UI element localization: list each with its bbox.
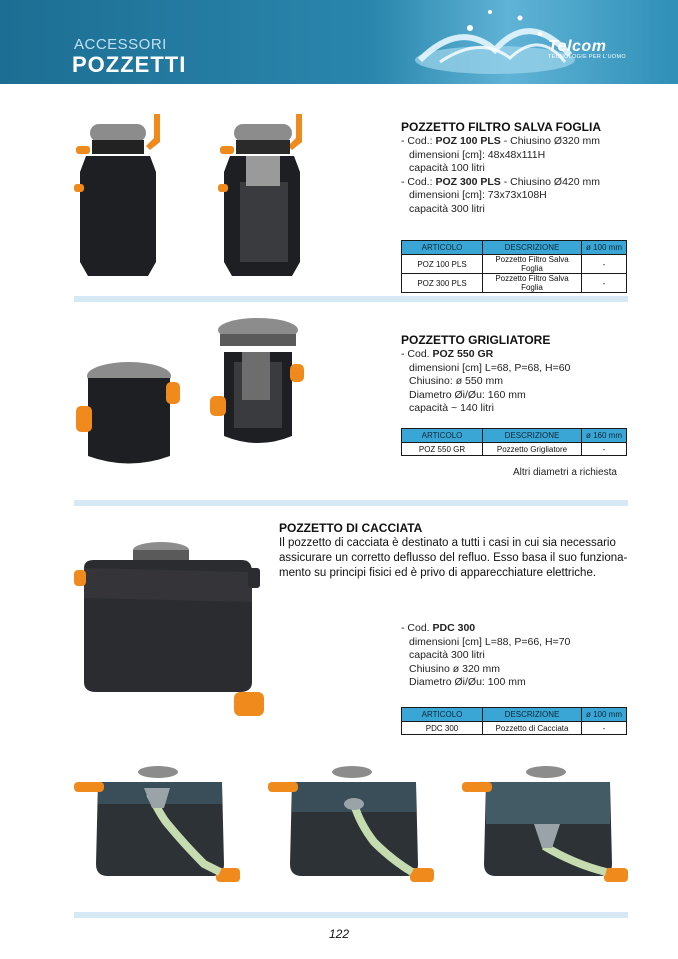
spec-line: capacità 300 litri bbox=[409, 202, 485, 215]
table-header-row bbox=[402, 241, 627, 255]
spec-line: dimensioni [cm]: 48x48x111H bbox=[409, 148, 546, 161]
page-header bbox=[0, 0, 678, 84]
table-row bbox=[402, 255, 627, 274]
cell-articolo: POZ 550 GR bbox=[402, 443, 483, 456]
section2-note: Altri diametri a richiesta bbox=[513, 467, 617, 478]
grigliatore-image bbox=[74, 316, 324, 476]
filtro-salva-foglia-image bbox=[74, 112, 324, 282]
brand-name: Telcom bbox=[548, 38, 607, 55]
table-header-row bbox=[402, 708, 627, 722]
cell-descrizione: Pozzetto Filtro Salva Foglia bbox=[483, 274, 582, 293]
spec-line: capacità 300 litri bbox=[409, 649, 485, 662]
cacciata-image bbox=[74, 542, 274, 722]
spec-line: Chiusino: ø 550 mm bbox=[409, 375, 503, 388]
spec-line: capacità ~ 140 litri bbox=[409, 402, 494, 415]
section3-table bbox=[401, 707, 627, 735]
cell-descrizione: Pozzetto Filtro Salva Foglia bbox=[483, 255, 582, 274]
section-divider bbox=[74, 912, 628, 918]
col-diametro: ø 100 mm bbox=[582, 241, 627, 255]
cacciata-cutaway-images bbox=[74, 764, 630, 894]
col-articolo: ARTICOLO bbox=[402, 429, 483, 443]
section2-table bbox=[401, 428, 627, 456]
col-diametro: ø 160 mm bbox=[582, 429, 627, 443]
cell-diametro: - bbox=[582, 722, 627, 735]
section3-title: POZZETTO DI CACCIATA bbox=[279, 521, 423, 535]
section3-specs bbox=[401, 622, 570, 690]
section2-specs bbox=[401, 348, 570, 416]
section1-specs bbox=[401, 135, 600, 217]
table-row bbox=[402, 443, 627, 456]
cell-articolo: POZ 300 PLS bbox=[402, 274, 483, 293]
cell-diametro: - bbox=[582, 443, 627, 456]
section1-table bbox=[401, 240, 627, 293]
table-row bbox=[402, 722, 627, 735]
brand-tagline: TECNOLOGIE PER L'UOMO bbox=[548, 54, 626, 60]
spec-line: Chiusino ø 320 mm bbox=[409, 662, 501, 675]
table-header-row bbox=[402, 429, 627, 443]
col-articolo: ARTICOLO bbox=[402, 241, 483, 255]
table-row bbox=[402, 274, 627, 293]
page-title: POZZETTI bbox=[72, 52, 187, 77]
col-descrizione: DESCRIZIONE bbox=[483, 708, 582, 722]
section-divider bbox=[74, 500, 628, 506]
spec-line: Diametro Øi/Øu: 100 mm bbox=[409, 676, 526, 689]
section2-title: POZZETTO GRIGLIATORE bbox=[401, 333, 551, 347]
cell-articolo: POZ 100 PLS bbox=[402, 255, 483, 274]
spec-line: capacità 100 litri bbox=[409, 162, 485, 175]
spec-line: dimensioni [cm] L=68, P=68, H=60 bbox=[409, 361, 571, 374]
spec-line: - Cod. POZ 550 GR bbox=[401, 348, 494, 360]
section1-title: POZZETTO FILTRO SALVA FOGLIA bbox=[401, 120, 601, 134]
section-divider bbox=[74, 296, 628, 302]
cell-descrizione: Pozzetto Grigliatore bbox=[483, 443, 582, 456]
spec-line: Diametro Øi/Øu: 160 mm bbox=[409, 388, 526, 401]
col-descrizione: DESCRIZIONE bbox=[483, 241, 582, 255]
cutaway-stage-2 bbox=[268, 766, 434, 882]
cutaway-stage-3 bbox=[462, 766, 628, 882]
cell-diametro: - bbox=[582, 274, 627, 293]
spec-line: - Cod.: POZ 300 PLS - Chiusino Ø420 mm bbox=[401, 175, 600, 188]
spec-line: dimensioni [cm] L=88, P=66, H=70 bbox=[409, 635, 571, 648]
category-label: ACCESSORI bbox=[74, 36, 167, 53]
cutaway-stage-1 bbox=[74, 766, 240, 882]
page-number: 122 bbox=[328, 927, 350, 941]
col-diametro: ø 100 mm bbox=[582, 708, 627, 722]
cell-articolo: PDC 300 bbox=[402, 722, 483, 735]
spec-line: - Cod. PDC 300 bbox=[401, 622, 476, 634]
col-descrizione: DESCRIZIONE bbox=[483, 429, 582, 443]
cell-descrizione: Pozzetto di Cacciata bbox=[483, 722, 582, 735]
col-articolo: ARTICOLO bbox=[402, 708, 483, 722]
section3-description: Il pozzetto di cacciata è destinato a tutti i casi in cui sia necessario assicurare un corretto deflusso del refluo. Esso basa il suo funziona-mento su principi fisici ed è privo di apparecchiature elettriche. bbox=[279, 537, 628, 579]
cell-diametro: - bbox=[582, 255, 627, 274]
spec-line: - Cod.: POZ 100 PLS - Chiusino Ø320 mm bbox=[401, 135, 600, 147]
brand-logo bbox=[548, 38, 638, 66]
spec-line: dimensioni [cm]: 73x73x108H bbox=[409, 189, 547, 202]
